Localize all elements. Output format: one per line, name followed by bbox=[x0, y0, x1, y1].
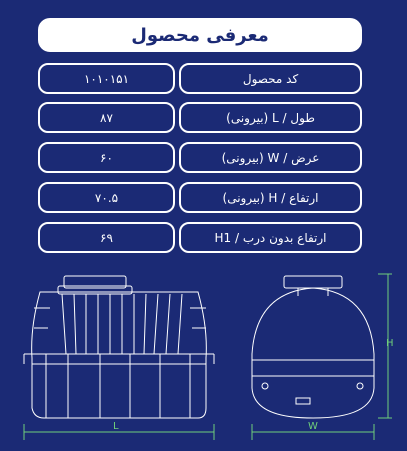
spec-label: ارتفاع بدون درب / H1 bbox=[179, 222, 362, 253]
height-label: H bbox=[386, 338, 394, 349]
title-box bbox=[38, 18, 362, 52]
spec-value: ۷۰.۵ bbox=[38, 182, 175, 213]
spec-label: ارتفاع / H (بیرونی) bbox=[179, 182, 362, 213]
spec-row-width bbox=[38, 142, 362, 173]
spec-value: ۸۷ bbox=[38, 102, 175, 133]
length-label: L bbox=[113, 421, 119, 432]
width-label: W bbox=[308, 421, 318, 432]
spec-label: عرض / W (بیرونی) bbox=[179, 142, 362, 173]
spec-row-height bbox=[38, 182, 362, 213]
tank-diagram bbox=[0, 268, 407, 451]
spec-value: ۶۹ bbox=[38, 222, 175, 253]
spec-value: ۶۰ bbox=[38, 142, 175, 173]
length-dimension bbox=[24, 424, 214, 440]
page-title: معرفی محصول bbox=[131, 24, 269, 46]
spec-row-height-no-lid bbox=[38, 222, 362, 253]
spec-value: ۱۰۱۰۱۵۱ bbox=[38, 63, 175, 94]
spec-label: کد محصول bbox=[179, 63, 362, 94]
tank-side-view bbox=[24, 276, 214, 418]
spec-row-length bbox=[38, 102, 362, 133]
tank-front-view bbox=[252, 276, 374, 418]
spec-row-code bbox=[38, 63, 362, 94]
spec-label: طول / L (بیرونی) bbox=[179, 102, 362, 133]
